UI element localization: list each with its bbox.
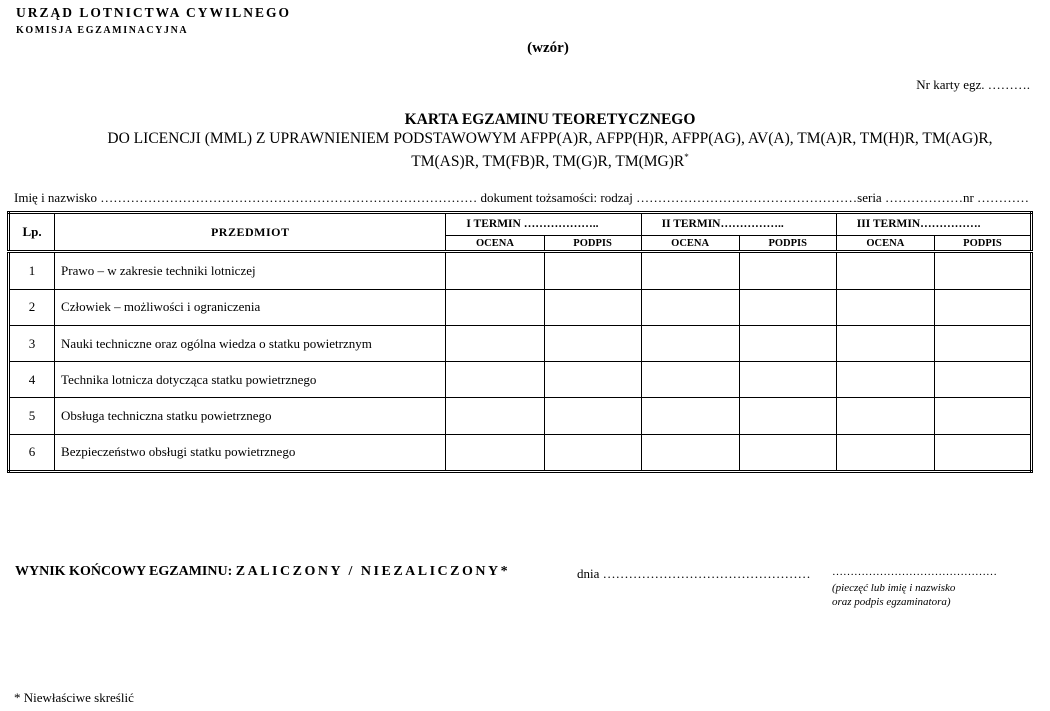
row-number: 2 [9,289,55,325]
signature-cell[interactable] [739,325,836,361]
grade-cell[interactable] [641,398,739,434]
signature-cell[interactable] [544,434,641,471]
signature-cell[interactable] [739,252,836,289]
grade-cell[interactable] [641,252,739,289]
grade-cell[interactable] [836,252,934,289]
table-row [9,252,1032,289]
signature-cell[interactable] [544,252,641,289]
header-grade-1: OCENA [446,235,544,252]
date-label: dnia [577,566,600,581]
organization-name: URZĄD LOTNICTWA CYWILNEGO [16,5,292,20]
grade-cell[interactable] [446,325,544,361]
grade-cell[interactable] [446,434,544,471]
header-term-2: II TERMIN…………….. [641,213,836,236]
table-row [9,325,1032,361]
table-row [9,434,1032,471]
row-subject: Prawo – w zakresie techniki lotniczej [55,252,446,289]
series-field[interactable]: ……………… [884,190,963,205]
grade-cell[interactable] [446,252,544,289]
header-term-3: III TERMIN……………. [836,213,1031,236]
exam-table [7,211,1033,473]
document-title [30,110,1050,171]
signature-cell[interactable] [934,325,1031,361]
row-number: 1 [9,252,55,289]
row-subject: Technika lotnicza dotycząca statku powietrznego [55,362,446,398]
grade-cell[interactable] [641,362,739,398]
name-label: Imię i nazwisko [14,190,98,205]
number-label: nr [962,190,974,205]
template-label: (wzór) [527,40,569,56]
signature-cell[interactable] [739,289,836,325]
row-number: 4 [9,362,55,398]
series-label: seria [857,190,882,205]
row-number: 5 [9,398,55,434]
row-subject: Nauki techniczne oraz ogólna wiedza o statku powietrznym [55,325,446,361]
signature-caption-1: (pieczęć lub imię i nazwisko [832,582,956,594]
header-signature-3: PODPIS [934,235,1031,252]
grade-cell[interactable] [446,289,544,325]
signature-cell[interactable] [739,434,836,471]
row-number: 3 [9,325,55,361]
final-result-options[interactable]: ZALICZONY / NIEZALICZONY* [235,564,511,579]
signature-cell[interactable] [544,362,641,398]
header-subject: PRZEDMIOT [55,213,446,252]
footnote: * Niewłaściwe skreślić [14,690,134,705]
header-signature-1: PODPIS [544,235,641,252]
grade-cell[interactable] [836,289,934,325]
signature-cell[interactable] [934,362,1031,398]
grade-cell[interactable] [836,325,934,361]
header-term-1: I TERMIN ……………….. [446,213,641,236]
row-number: 6 [9,434,55,471]
signature-caption-2: oraz podpis egzaminatora) [832,596,951,608]
grade-cell[interactable] [836,362,934,398]
row-subject: Bezpieczeństwo obsługi statku powietrznego [55,434,446,471]
grade-cell[interactable] [446,362,544,398]
date-line [577,566,811,582]
header-grade-2: OCENA [641,235,739,252]
identity-line [14,190,1029,206]
title-line-3 [30,148,1050,171]
row-subject: Człowiek – możliwości i ograniczenia [55,289,446,325]
signature-field[interactable]: ……………………………………… [832,566,997,578]
title-asterisk: * [684,152,689,162]
signature-cell[interactable] [544,325,641,361]
date-field[interactable]: ………………………………………… [602,566,811,581]
header-lp: Lp. [9,213,55,252]
name-field[interactable]: …………………………………………………………………………… [100,190,478,205]
grade-cell[interactable] [641,434,739,471]
signature-cell[interactable] [544,398,641,434]
table-row [9,398,1032,434]
title-line-3-text: TM(AS)R, TM(FB)R, TM(G)R, TM(MG)R [411,153,685,171]
document-type-label: dokument tożsamości: rodzaj [480,190,633,205]
commission-name: KOMISJA EGZAMINACYJNA [16,25,189,36]
signature-cell[interactable] [739,398,836,434]
number-field[interactable]: ………… [977,190,1030,205]
title-line-1: KARTA EGZAMINU TEORETYCZNEGO [404,111,696,128]
signature-cell[interactable] [934,434,1031,471]
grade-cell[interactable] [836,434,934,471]
table-row [9,362,1032,398]
grade-cell[interactable] [836,398,934,434]
row-subject: Obsługa techniczna statku powietrznego [55,398,446,434]
signature-cell[interactable] [934,252,1031,289]
grade-cell[interactable] [641,325,739,361]
final-result-label: WYNIK KOŃCOWY EGZAMINU: [15,564,233,579]
table-row [9,289,1032,325]
signature-cell[interactable] [934,289,1031,325]
document-type-field[interactable]: …………………………………………… [636,190,858,205]
final-result [15,564,510,580]
title-line-2: DO LICENCJI (MML) Z UPRAWNIENIEM PODSTAWOWYM AFPP(A)R, AFPP(H)R, AFPP(AG), AV(A), TM(A)R, TM(H)R, TM(AG)R, [107,130,993,147]
grade-cell[interactable] [446,398,544,434]
grade-cell[interactable] [641,289,739,325]
card-number-field: Nr karty egz. ………. [916,77,1030,92]
header-signature-2: PODPIS [739,235,836,252]
header-grade-3: OCENA [836,235,934,252]
signature-cell[interactable] [739,362,836,398]
signature-cell[interactable] [934,398,1031,434]
signature-cell[interactable] [544,289,641,325]
